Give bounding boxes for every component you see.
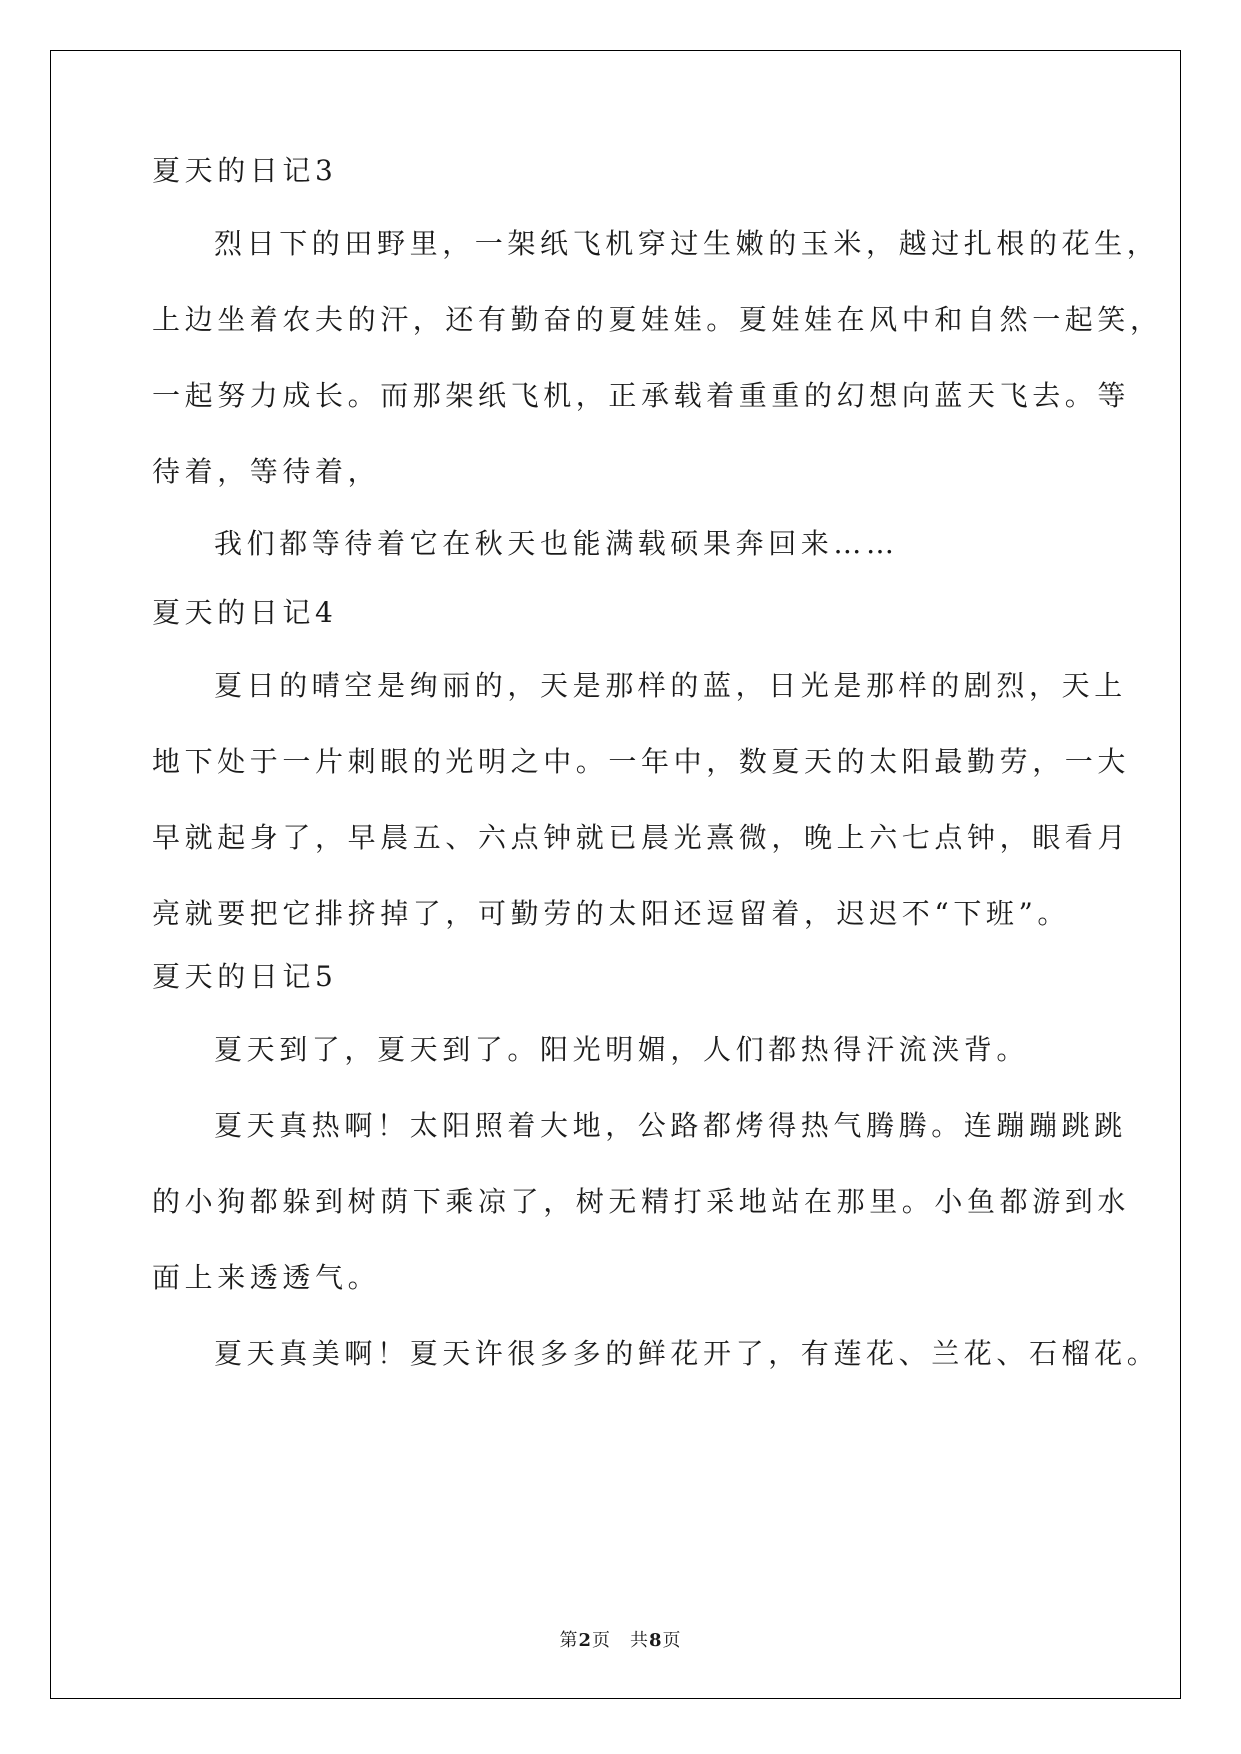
current-page-number: 2 [578,1630,592,1651]
page-border [50,50,1181,1699]
paragraph-line: 待着，等待着， [152,455,381,488]
footer-mid: 页 共 [592,1630,649,1651]
footer-suffix: 页 [662,1630,682,1651]
section-heading: 夏天的日记5 [152,960,338,993]
section-heading: 夏天的日记3 [152,154,338,187]
paragraph-line: 夏日的晴空是绚丽的，天是那样的蓝，日光是那样的剧烈，天上 [214,669,1127,702]
paragraph-line: 烈日下的田野里，一架纸飞机穿过生嫩的玉米，越过扎根的花生， [214,227,1160,260]
paragraph-line: 的小狗都躲到树荫下乘凉了，树无精打采地站在那里。小鱼都游到水 [152,1185,1131,1218]
paragraph-line: 我们都等待着它在秋天也能满载硕果奔回来…… [214,527,899,560]
paragraph-line: 亮就要把它排挤掉了，可勤劳的太阳还逗留着，迟迟不“下班”。 [152,897,1071,930]
section-heading: 夏天的日记4 [152,596,338,629]
paragraph-line: 面上来透透气。 [152,1261,381,1294]
page-footer [0,1626,1241,1652]
paragraph-line: 一起努力成长。而那架纸飞机，正承载着重重的幻想向蓝天飞去。等 [152,379,1131,412]
paragraph-line: 夏天到了，夏天到了。阳光明媚，人们都热得汗流浃背。 [214,1033,1030,1066]
paragraph-line: 上边坐着农夫的汗，还有勤奋的夏娃娃。夏娃娃在风中和自然一起笑， [152,303,1163,336]
footer-prefix: 第 [559,1630,579,1651]
paragraph-line: 夏天真热啊！太阳照着大地，公路都烤得热气腾腾。连蹦蹦跳跳 [214,1109,1127,1142]
paragraph-line: 地下处于一片刺眼的光明之中。一年中，数夏天的太阳最勤劳，一大 [152,745,1131,778]
total-page-number: 8 [649,1630,663,1651]
paragraph-line: 早就起身了，早晨五、六点钟就已晨光熹微，晚上六七点钟，眼看月 [152,821,1131,854]
paragraph-line: 夏天真美啊！夏天许很多多的鲜花开了，有莲花、兰花、石榴花。 [214,1337,1160,1370]
